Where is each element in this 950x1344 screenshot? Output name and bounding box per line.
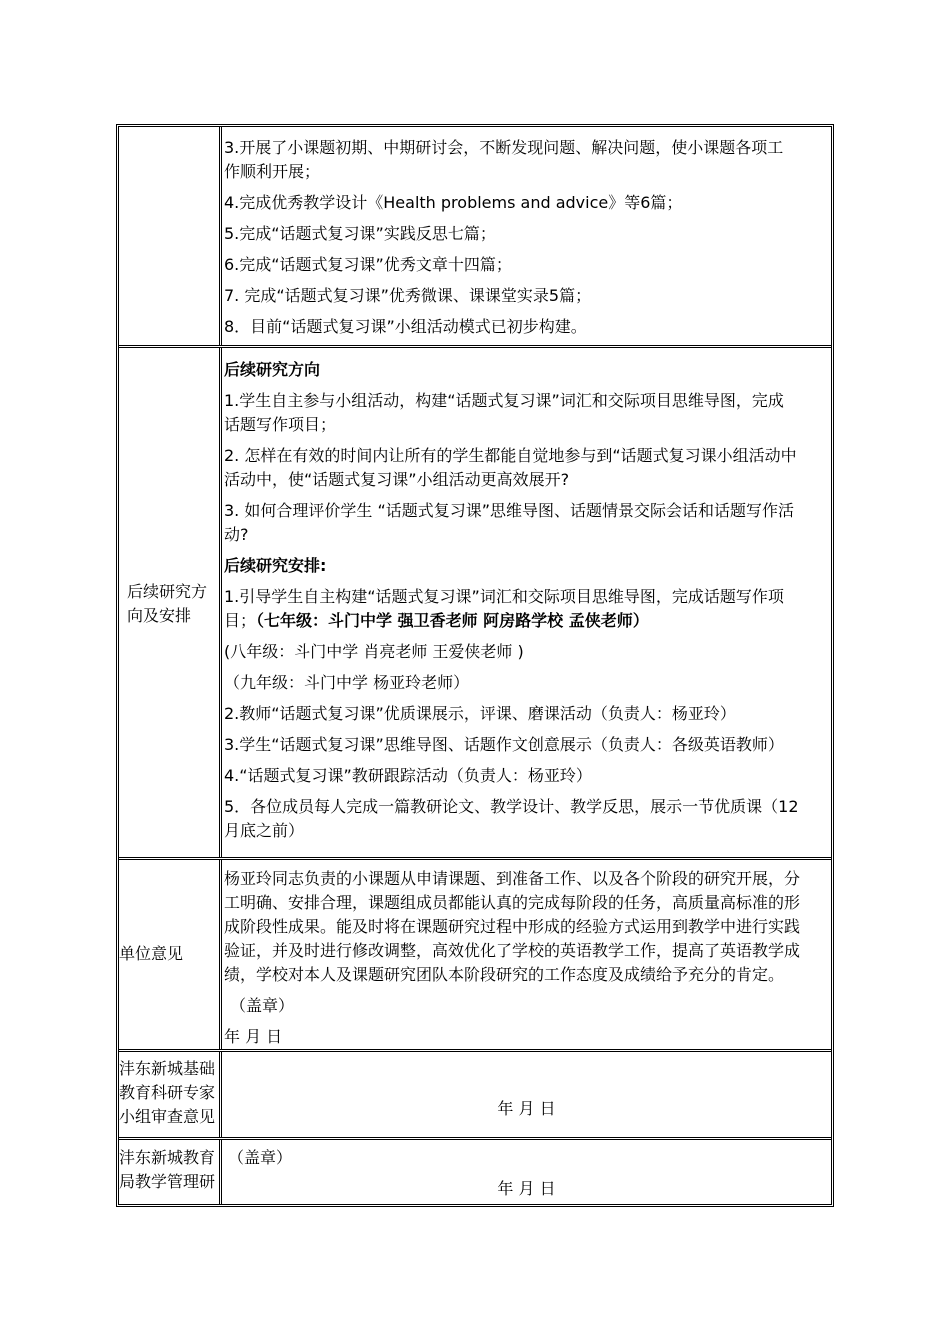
unit-row xyxy=(119,857,831,1049)
experts-content-cell xyxy=(222,1052,831,1137)
unit-line: 验证，并及时进行修改调整，高效优化了学校的英语教学工作，提高了英语教学成 xyxy=(224,941,801,960)
experts-label-cell xyxy=(119,1052,222,1137)
report-table xyxy=(116,124,834,1207)
results-line: 3.开展了小课题初期、中期研讨会，不断发现问题、解决问题，使小课题各项工 xyxy=(224,138,784,157)
results-line: 作顺利开展； xyxy=(224,162,321,181)
arrangement-line: （九年级：斗门中学 杨亚玲老师） xyxy=(224,673,470,692)
direction-line: 话题写作项目； xyxy=(224,415,337,434)
results-label-cell xyxy=(119,127,222,345)
arrangement-line: 月底之前） xyxy=(224,821,305,840)
followup-content-cell xyxy=(222,348,831,857)
results-content-cell xyxy=(222,127,831,345)
results-line: 6.完成“话题式复习课”优秀文章十四篇； xyxy=(224,255,512,274)
experts-label: 小组审查意见 xyxy=(119,1107,216,1126)
arrangement-title: 后续研究安排: xyxy=(224,556,327,575)
results-line: 7. 完成“话题式复习课”优秀微课、课课堂实录5篇； xyxy=(224,286,592,305)
arrangement-line: 5．各位成员每人完成一篇教研论文、教学设计、教学反思，展示一节优质课（12 xyxy=(224,797,799,816)
results-line: 4.完成优秀教学设计《Health problems and advice》等6篇； xyxy=(224,193,683,212)
arrangement-line xyxy=(224,609,827,633)
experts-label: 教育科研专家 xyxy=(119,1083,216,1102)
experts-row xyxy=(119,1049,831,1137)
arrangement-line: 2.教师“话题式复习课”优质课展示，评课、磨课活动（负责人：杨亚玲） xyxy=(224,704,736,723)
bureau-label: 局教学管理研 xyxy=(119,1172,216,1191)
arrangement-line: 3.学生“话题式复习课”思维导图、话题作文创意展示（负责人：各级英语教师） xyxy=(224,735,784,754)
unit-date: 年 月 日 xyxy=(224,1027,283,1046)
direction-line: 2. 怎样在有效的时间内让所有的学生都能自觉地参与到“话题式复习课小组活动中 xyxy=(224,446,797,465)
unit-line: 绩，学校对本人及课题研究团队本阶段研究的工作态度及成绩给予充分的肯定。 xyxy=(224,965,785,984)
results-row xyxy=(119,127,831,345)
unit-label-cell xyxy=(119,860,222,1049)
followup-label-cell xyxy=(119,348,222,857)
bureau-date: 年 月 日 xyxy=(497,1179,556,1198)
arrangement-line: 4.“话题式复习课”教研跟踪活动（负责人：杨亚玲） xyxy=(224,766,592,785)
unit-label: 单位意见 xyxy=(119,944,184,963)
results-line: 5.完成“话题式复习课”实践反思七篇； xyxy=(224,224,496,243)
bureau-label: 沣东新城教育 xyxy=(119,1148,216,1167)
direction-line: 动? xyxy=(224,525,249,544)
unit-line: 杨亚玲同志负责的小课题从申请课题、到准备工作、以及各个阶段的研究开展，分 xyxy=(224,869,801,888)
bureau-content-cell xyxy=(222,1140,831,1204)
results-line: 8．目前“话题式复习课”小组活动模式已初步构建。 xyxy=(224,317,587,336)
arrangement-line: (八年级：斗门中学 肖亮老师 王爱侠老师 ) xyxy=(224,642,524,661)
unit-line: 成阶段性成果。能及时将在课题研究过程中形成的经验方式运用到教学中进行实践 xyxy=(224,917,801,936)
followup-label: 向及安排 xyxy=(127,606,192,625)
direction-line: 3. 如何合理评价学生 “话题式复习课”思维导图、话题情景交际会话和话题写作活 xyxy=(224,501,795,520)
arrangement-line: 1.引导学生自主构建“话题式复习课”词汇和交际项目思维导图，完成话题写作项 xyxy=(224,587,784,606)
unit-line: 工明确、安排合理，课题组成员都能认真的完成每阶段的任务，高质量高标准的形 xyxy=(224,893,801,912)
direction-title: 后续研究方向 xyxy=(224,360,321,379)
arrangement-teachers-bold: （七年级：斗门中学 强卫香老师 阿房路学校 孟侠老师） xyxy=(256,611,649,630)
direction-line: 活动中，使“话题式复习课”小组活动更高效展开? xyxy=(224,470,570,489)
bureau-row xyxy=(119,1137,831,1204)
bureau-seal: （盖章） xyxy=(228,1148,293,1167)
followup-row xyxy=(119,345,831,857)
experts-label: 沣东新城基础 xyxy=(119,1059,216,1078)
unit-seal: （盖章） xyxy=(230,996,295,1015)
bureau-label-cell xyxy=(119,1140,222,1204)
experts-date: 年 月 日 xyxy=(497,1099,556,1118)
arrangement-text: 目； xyxy=(224,611,257,630)
unit-content-cell xyxy=(222,860,831,1049)
direction-line: 1.学生自主参与小组活动，构建“话题式复习课”词汇和交际项目思维导图，完成 xyxy=(224,391,784,410)
followup-label: 后续研究方 xyxy=(127,582,208,601)
